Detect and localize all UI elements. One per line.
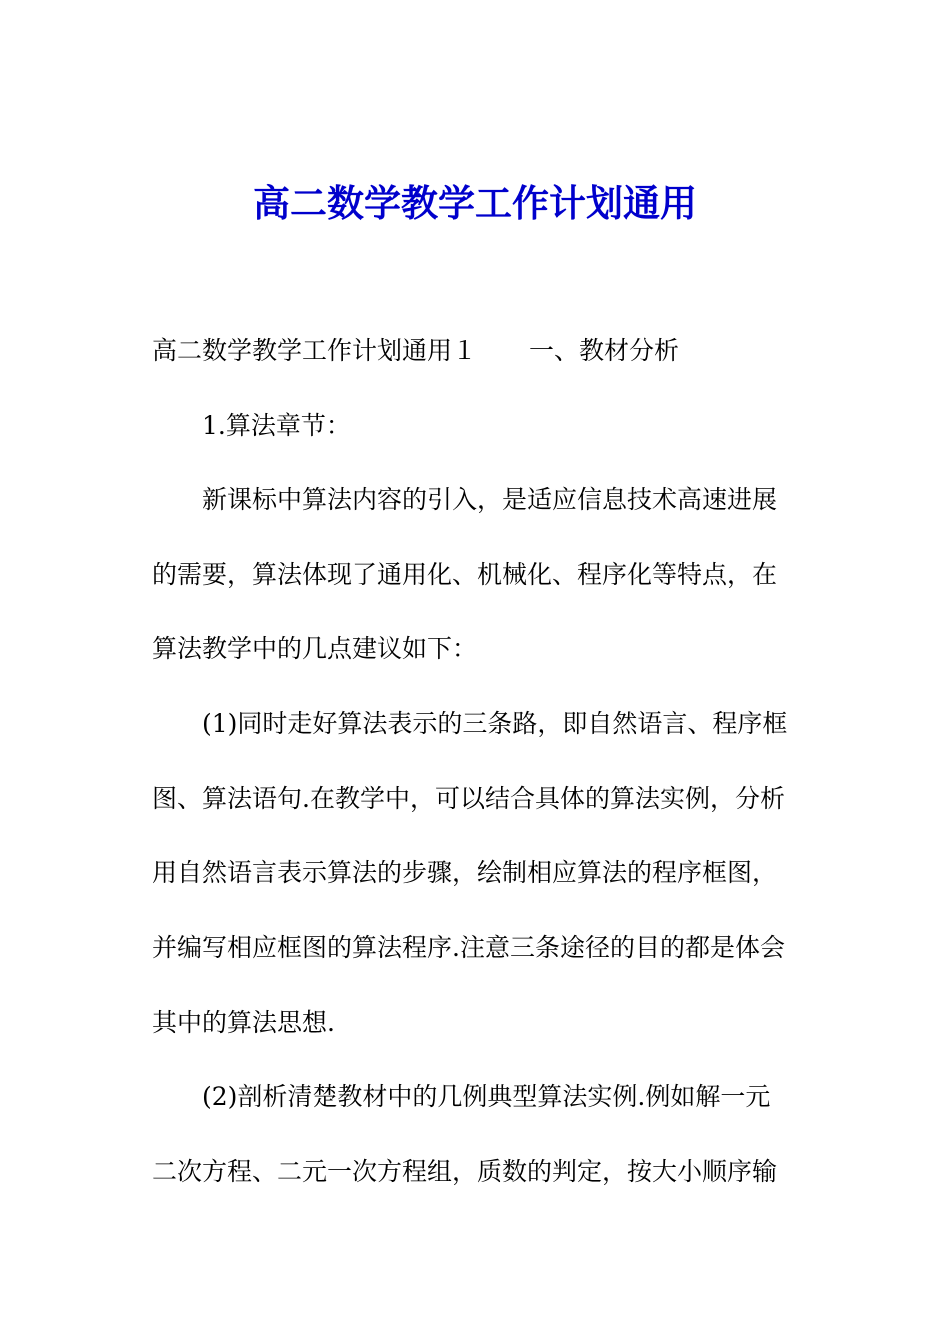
paragraph-line: 用自然语言表示算法的步骤，绘制相应算法的程序框图， bbox=[152, 858, 778, 887]
plan-heading: 高二数学教学工作计划通用１ bbox=[152, 336, 478, 365]
paragraph-line: (1)同时走好算法表示的三条路，即自然语言、程序框 bbox=[202, 709, 788, 738]
section-heading-line bbox=[152, 334, 679, 368]
paragraph-line: 新课标中算法内容的引入，是适应信息技术高速进展 bbox=[202, 485, 778, 514]
paragraph-line: 并编写相应框图的算法程序.注意三条途径的目的都是体会 bbox=[152, 933, 785, 962]
subsection-heading: 1.算法章节： bbox=[202, 411, 351, 440]
document-title: 高二数学教学工作计划通用 bbox=[253, 181, 697, 225]
paragraph-line: 图、算法语句.在教学中，可以结合具体的算法实例，分析 bbox=[152, 784, 785, 813]
paragraph-line: 其中的算法思想. bbox=[152, 1008, 335, 1037]
section-heading: 一、教材分析 bbox=[529, 336, 680, 365]
paragraph-line: 二次方程、二元一次方程组，质数的判定，按大小顺序输 bbox=[152, 1157, 778, 1186]
paragraph-line: (2)剖析清楚教材中的几例典型算法实例.例如解一元 bbox=[202, 1082, 771, 1111]
paragraph-line: 的需要，算法体现了通用化、机械化、程序化等特点，在 bbox=[152, 560, 778, 589]
paragraph-line: 算法教学中的几点建议如下： bbox=[152, 634, 478, 663]
